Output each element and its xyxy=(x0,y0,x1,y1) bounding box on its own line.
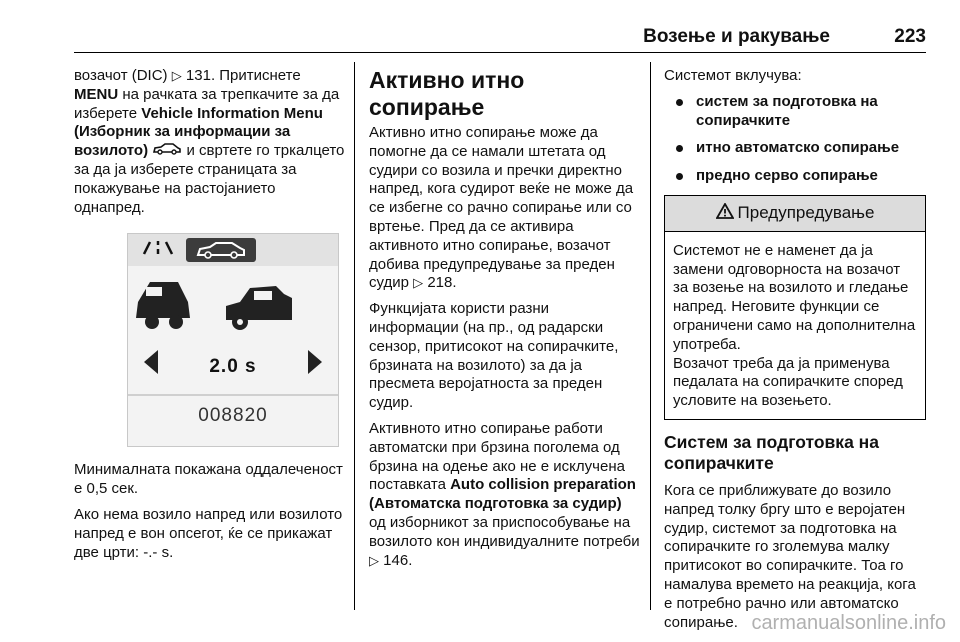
left-paragraph-2: Минималната покажана оддалеченост е 0,5 сек. xyxy=(74,461,343,498)
list-item: итно автоматско сопирање xyxy=(664,139,926,158)
page-header xyxy=(74,22,926,53)
left-column xyxy=(74,67,346,569)
triangle-ref-icon: ▷ xyxy=(369,552,379,568)
warning-title: Предупредување xyxy=(737,202,875,222)
section-heading-brake-prep: Систем за подготовка на сопирачките xyxy=(664,431,879,473)
triangle-ref-icon: ▷ xyxy=(413,275,424,291)
middle-column xyxy=(369,67,641,577)
following-distance-display-figure xyxy=(127,233,339,447)
warning-body xyxy=(665,232,925,419)
following-distance-value: 2.0 s xyxy=(209,356,257,378)
left-paragraph-3: Ако нема возило напред или возилото напред е вон опсегот, ќе се прикажат две црти: -.- s. xyxy=(74,505,343,561)
middle-paragraph-1: Активно итно сопирање може да помогне да се намали штетата од судири со возила и пречки директно напред, кога судирот веќе не може да се избегне со рачно сопирање или со вртење. Пред да се активира активното итно сопирање, возачот добива предупредување за преден судир ▷ 218. xyxy=(369,124,634,292)
car-outline-icon xyxy=(152,142,182,159)
system-components-list xyxy=(664,93,926,186)
watermark: carmanualsonline.info xyxy=(751,612,946,634)
section-heading-active-braking: Активно итно сопирање xyxy=(369,67,525,120)
column-divider-2 xyxy=(650,62,651,610)
list-item: систем за подготовка на сопирачките xyxy=(664,93,926,131)
middle-paragraph-3: Активното итно сопирање работи автоматски при брзина поголема од брзина на одење ако не е исклучена поставката Auto collision preparation (Автоматска подготовка за судир) од изборникот за приспособување на возилото кон индивидуалните потреби ▷ 146. xyxy=(369,419,640,569)
right-intro: Системот вклучува: xyxy=(664,67,802,84)
left-paragraph-1: возачот (DIC) ▷ 131. Притиснете MENU на рачката за трепкачите за да изберете Vehicle Information Menu (Изборник за информации за возилото) и свртете го тркалцето за да ја изберете страницата за покажување на растојанието однапред. xyxy=(74,67,345,216)
triangle-ref-icon: ▷ xyxy=(171,68,182,83)
running-title: Возење и ракување xyxy=(643,26,830,47)
right-paragraph-1: Кога се приближувате до возило напред толку бргу што е веројатен судир, системот за подготовка на сопирачките го зголемува малку притисокот во сопирачките. Тоа го намалува времето на реакција, кога е потребно рачно или автоматско сопирање. xyxy=(664,481,916,631)
warning-header xyxy=(665,196,925,232)
page-number: 223 xyxy=(894,26,926,47)
warning-triangle-icon xyxy=(716,203,734,224)
column-divider-1 xyxy=(354,62,355,610)
odometer-value: 008820 xyxy=(198,405,268,427)
list-item: предно серво сопирање xyxy=(664,167,926,186)
right-column xyxy=(664,67,926,639)
middle-paragraph-2: Функцијата користи разни информации (на пр., од радарски сензор, притисокот на сопирачките, брзината на возилото) за да ја пресмета веројатноста за преден судир. xyxy=(369,300,619,412)
warning-text-1: Системот не е наменет да ја замени одговорноста на возачот за возење на возилото и гледање напред. Неговите функции се ограничени само на дополнителна употреба. xyxy=(673,241,916,353)
warning-box xyxy=(664,195,926,420)
warning-text-2: Возачот треба да ја применува педалата на сопирачките според условите на возењето. xyxy=(673,354,903,410)
